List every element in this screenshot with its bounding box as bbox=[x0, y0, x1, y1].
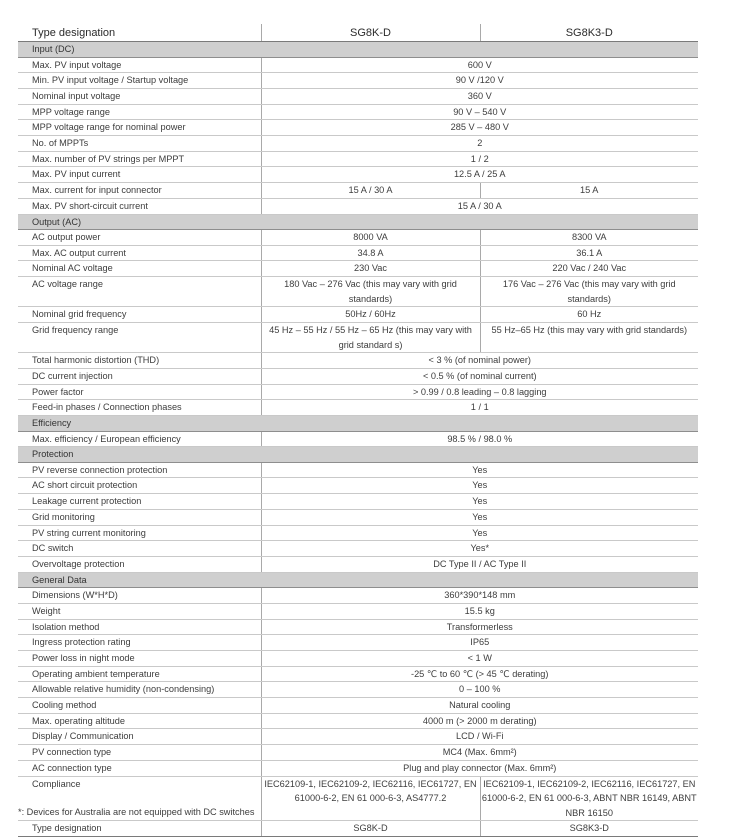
spec-row bbox=[18, 666, 698, 682]
spec-value-model-2: 55 Hz–65 Hz (this may vary with grid standards) bbox=[480, 323, 698, 353]
spec-row bbox=[18, 729, 698, 745]
section-header bbox=[18, 416, 698, 432]
spec-value-model-2: 220 Vac / 240 Vac bbox=[480, 261, 698, 277]
spec-row bbox=[18, 462, 698, 478]
spec-value: -25 ℃ to 60 ℃ (> 45 ℃ derating) bbox=[261, 666, 698, 682]
spec-row bbox=[18, 525, 698, 541]
spec-value: 360 V bbox=[261, 88, 698, 104]
spec-value: Yes bbox=[261, 509, 698, 525]
spec-value-model-2: IEC62109-1, IEC62109-2, IEC62116, IEC61727, EN 61000-6-2, EN 61 000-6-3, ABNT NBR 16149, ABNT NBR 16150 bbox=[480, 776, 698, 821]
spec-value: IP65 bbox=[261, 635, 698, 651]
spec-label: Min. PV input voltage / Startup voltage bbox=[18, 73, 261, 89]
header-label: Type designation bbox=[18, 24, 261, 42]
spec-label: Max. AC output current bbox=[18, 245, 261, 261]
spec-value-model-1: 34.8 A bbox=[261, 245, 480, 261]
spec-value-model-1: 8000 VA bbox=[261, 230, 480, 246]
section-header bbox=[18, 572, 698, 588]
spec-value: 2 bbox=[261, 136, 698, 152]
spec-value-model-1: 180 Vac – 276 Vac (this may vary with grid standards) bbox=[261, 277, 480, 307]
spec-value-model-2: 15 A bbox=[480, 183, 698, 199]
spec-value: < 3 % (of nominal power) bbox=[261, 353, 698, 369]
spec-row bbox=[18, 713, 698, 729]
spec-row bbox=[18, 167, 698, 183]
spec-row bbox=[18, 760, 698, 776]
spec-row bbox=[18, 323, 698, 353]
spec-row bbox=[18, 541, 698, 557]
spec-row bbox=[18, 198, 698, 214]
spec-label: PV reverse connection protection bbox=[18, 462, 261, 478]
spec-row bbox=[18, 353, 698, 369]
spec-value: 0 – 100 % bbox=[261, 682, 698, 698]
spec-label: Power factor bbox=[18, 384, 261, 400]
spec-value: > 0.99 / 0.8 leading – 0.8 lagging bbox=[261, 384, 698, 400]
section-header bbox=[18, 214, 698, 230]
spec-label: Operating ambient temperature bbox=[18, 666, 261, 682]
spec-value-model-2: 36.1 A bbox=[480, 245, 698, 261]
spec-value-model-2: 176 Vac – 276 Vac (this may vary with grid standards) bbox=[480, 277, 698, 307]
spec-row bbox=[18, 384, 698, 400]
spec-label: Nominal grid frequency bbox=[18, 307, 261, 323]
spec-label: AC connection type bbox=[18, 760, 261, 776]
section-title: General Data bbox=[18, 572, 698, 588]
section-header bbox=[18, 42, 698, 58]
spec-value-model-1: SG8K-D bbox=[261, 821, 480, 837]
spec-value: 1 / 2 bbox=[261, 151, 698, 167]
spec-value: 98.5 % / 98.0 % bbox=[261, 431, 698, 447]
table-header-row bbox=[18, 24, 698, 42]
spec-label: Max. PV input voltage bbox=[18, 57, 261, 73]
spec-label: DC current injection bbox=[18, 368, 261, 384]
header-model-1: SG8K-D bbox=[261, 24, 480, 42]
spec-label: Ingress protection rating bbox=[18, 635, 261, 651]
spec-row bbox=[18, 57, 698, 73]
spec-label: Allowable relative humidity (non-condensing) bbox=[18, 682, 261, 698]
spec-label: PV connection type bbox=[18, 745, 261, 761]
spec-row bbox=[18, 556, 698, 572]
spec-label: Isolation method bbox=[18, 619, 261, 635]
spec-row bbox=[18, 431, 698, 447]
spec-value: Yes bbox=[261, 525, 698, 541]
spec-row bbox=[18, 698, 698, 714]
spec-value: 360*390*148 mm bbox=[261, 588, 698, 604]
spec-value: 90 V – 540 V bbox=[261, 104, 698, 120]
spec-label: PV string current monitoring bbox=[18, 525, 261, 541]
spec-label: Leakage current protection bbox=[18, 494, 261, 510]
spec-value: < 1 W bbox=[261, 650, 698, 666]
spec-label: AC output power bbox=[18, 230, 261, 246]
spec-value: Plug and play connector (Max. 6mm²) bbox=[261, 760, 698, 776]
spec-value-model-1: IEC62109-1, IEC62109-2, IEC62116, IEC61727, EN 61000-6-2, EN 61 000-6-3, AS4777.2 bbox=[261, 776, 480, 821]
spec-row bbox=[18, 821, 698, 837]
spec-row bbox=[18, 400, 698, 416]
spec-row bbox=[18, 478, 698, 494]
spec-row bbox=[18, 183, 698, 199]
section-title: Efficiency bbox=[18, 416, 698, 432]
spec-row bbox=[18, 261, 698, 277]
spec-value: Yes bbox=[261, 478, 698, 494]
spec-row bbox=[18, 588, 698, 604]
spec-value: Yes bbox=[261, 462, 698, 478]
spec-row bbox=[18, 509, 698, 525]
spec-row bbox=[18, 73, 698, 89]
spec-row bbox=[18, 136, 698, 152]
spec-label: No. of MPPTs bbox=[18, 136, 261, 152]
spec-label: Feed-in phases / Connection phases bbox=[18, 400, 261, 416]
spec-row bbox=[18, 151, 698, 167]
spec-label: Weight bbox=[18, 603, 261, 619]
spec-label: Nominal AC voltage bbox=[18, 261, 261, 277]
spec-value: < 0.5 % (of nominal current) bbox=[261, 368, 698, 384]
spec-label: MPP voltage range bbox=[18, 104, 261, 120]
spec-value: 600 V bbox=[261, 57, 698, 73]
spec-value-model-2: 60 Hz bbox=[480, 307, 698, 323]
spec-value: 15.5 kg bbox=[261, 603, 698, 619]
spec-label: Compliance bbox=[18, 776, 261, 821]
spec-label: Max. current for input connector bbox=[18, 183, 261, 199]
spec-value-model-2: 8300 VA bbox=[480, 230, 698, 246]
spec-label: Max. number of PV strings per MPPT bbox=[18, 151, 261, 167]
spec-value: Yes* bbox=[261, 541, 698, 557]
spec-value-model-1: 15 A / 30 A bbox=[261, 183, 480, 199]
spec-label: Display / Communication bbox=[18, 729, 261, 745]
spec-value-model-2: SG8K3-D bbox=[480, 821, 698, 837]
spec-label: Cooling method bbox=[18, 698, 261, 714]
spec-value: Yes bbox=[261, 494, 698, 510]
spec-label: Max. PV short-circuit current bbox=[18, 198, 261, 214]
spec-value: Transformerless bbox=[261, 619, 698, 635]
spec-row bbox=[18, 650, 698, 666]
spec-label: Overvoltage protection bbox=[18, 556, 261, 572]
spec-value-model-1: 230 Vac bbox=[261, 261, 480, 277]
spec-row bbox=[18, 88, 698, 104]
spec-value: 1 / 1 bbox=[261, 400, 698, 416]
spec-table bbox=[18, 24, 698, 837]
spec-value: DC Type II / AC Type II bbox=[261, 556, 698, 572]
spec-row bbox=[18, 619, 698, 635]
spec-row bbox=[18, 277, 698, 307]
spec-row bbox=[18, 245, 698, 261]
spec-value: Natural cooling bbox=[261, 698, 698, 714]
spec-row bbox=[18, 494, 698, 510]
spec-row bbox=[18, 635, 698, 651]
spec-row bbox=[18, 745, 698, 761]
spec-label: Power loss in night mode bbox=[18, 650, 261, 666]
spec-label: Max. operating altitude bbox=[18, 713, 261, 729]
spec-label: Max. efficiency / European efficiency bbox=[18, 431, 261, 447]
spec-table-body bbox=[18, 24, 698, 837]
spec-row bbox=[18, 603, 698, 619]
spec-value: 285 V – 480 V bbox=[261, 120, 698, 136]
spec-value: 12.5 A / 25 A bbox=[261, 167, 698, 183]
spec-row bbox=[18, 104, 698, 120]
spec-row bbox=[18, 368, 698, 384]
footnote: *: Devices for Australia are not equipped with DC switches bbox=[18, 807, 255, 817]
section-title: Output (AC) bbox=[18, 214, 698, 230]
spec-value: 90 V /120 V bbox=[261, 73, 698, 89]
section-title: Input (DC) bbox=[18, 42, 698, 58]
spec-row bbox=[18, 230, 698, 246]
spec-label: Type designation bbox=[18, 821, 261, 837]
spec-label: Total harmonic distortion (THD) bbox=[18, 353, 261, 369]
spec-row bbox=[18, 307, 698, 323]
spec-label: Grid frequency range bbox=[18, 323, 261, 353]
spec-label: Grid monitoring bbox=[18, 509, 261, 525]
spec-value: 4000 m (> 2000 m derating) bbox=[261, 713, 698, 729]
spec-label: DC switch bbox=[18, 541, 261, 557]
spec-label: Dimensions (W*H*D) bbox=[18, 588, 261, 604]
spec-value-model-1: 50Hz / 60Hz bbox=[261, 307, 480, 323]
spec-value: MC4 (Max. 6mm²) bbox=[261, 745, 698, 761]
spec-value-model-1: 45 Hz – 55 Hz / 55 Hz – 65 Hz (this may vary with grid standard s) bbox=[261, 323, 480, 353]
header-model-2: SG8K3-D bbox=[480, 24, 698, 42]
spec-row bbox=[18, 682, 698, 698]
section-header bbox=[18, 447, 698, 463]
spec-value: 15 A / 30 A bbox=[261, 198, 698, 214]
spec-row bbox=[18, 120, 698, 136]
spec-label: MPP voltage range for nominal power bbox=[18, 120, 261, 136]
spec-label: Max. PV input current bbox=[18, 167, 261, 183]
spec-label: AC voltage range bbox=[18, 277, 261, 307]
spec-label: Nominal input voltage bbox=[18, 88, 261, 104]
section-title: Protection bbox=[18, 447, 698, 463]
spec-label: AC short circuit protection bbox=[18, 478, 261, 494]
spec-value: LCD / Wi-Fi bbox=[261, 729, 698, 745]
